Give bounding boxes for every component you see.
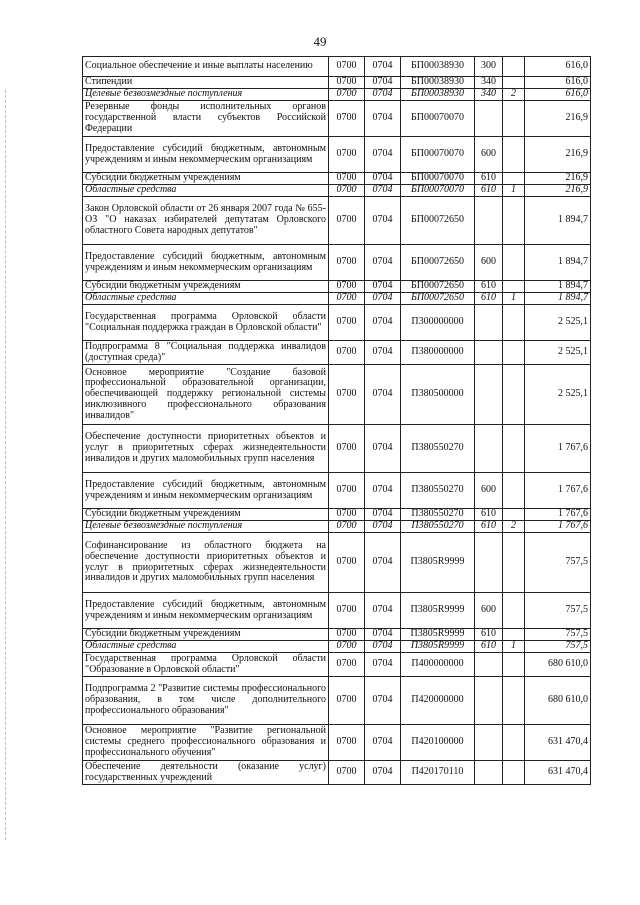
cell-amount: 216,9 <box>525 101 591 137</box>
cell-amount: 1 767,6 <box>525 473 591 509</box>
cell-name: Субсидии бюджетным учреждениям <box>83 509 329 521</box>
cell-target-article: БП00038930 <box>401 89 475 101</box>
cell-section: 0700 <box>329 725 365 761</box>
cell-name: Стипендии <box>83 77 329 89</box>
cell-name: Целевые безвозмездные поступления <box>83 521 329 533</box>
cell-funding-source <box>503 137 525 173</box>
cell-section: 0700 <box>329 533 365 593</box>
cell-subsection: 0704 <box>365 425 401 473</box>
cell-target-article: П3805R9999 <box>401 629 475 641</box>
cell-name: Областные средства <box>83 185 329 197</box>
cell-target-article: П3805R9999 <box>401 593 475 629</box>
cell-target-article: П3805R9999 <box>401 533 475 593</box>
cell-expense-type: 610 <box>475 185 503 197</box>
cell-expense-type: 340 <box>475 89 503 101</box>
cell-expense-type: 600 <box>475 245 503 281</box>
cell-target-article: БП00072650 <box>401 197 475 245</box>
cell-section: 0700 <box>329 57 365 77</box>
cell-funding-source <box>503 77 525 89</box>
table-row <box>83 365 591 425</box>
cell-name: Основное мероприятие "Создание базовой профессиональной образовательной организации, обеспечивающей поддержку региональной системы инклюзивного профессионального образования инвалидов" <box>83 365 329 425</box>
cell-section: 0700 <box>329 473 365 509</box>
cell-amount: 680 610,0 <box>525 677 591 725</box>
cell-subsection: 0704 <box>365 281 401 293</box>
cell-target-article: БП00072650 <box>401 245 475 281</box>
cell-funding-source <box>503 305 525 341</box>
table-row <box>83 473 591 509</box>
table-row <box>83 197 591 245</box>
cell-expense-type: 610 <box>475 173 503 185</box>
cell-target-article: П420100000 <box>401 725 475 761</box>
cell-name: Софинансирование из областного бюджета на обеспечение доступности приоритетных объектов и услуг в приоритетных сферах жизнедеятельности инвалидов и других маломобильных групп населения <box>83 533 329 593</box>
cell-name: Основное мероприятие "Развитие региональной системы среднего профессионального образования и профессионального обучения" <box>83 725 329 761</box>
cell-name: Социальное обеспечение и иные выплаты населению <box>83 57 329 77</box>
page-number: 49 <box>313 34 327 49</box>
table-row <box>83 89 591 101</box>
cell-amount: 757,5 <box>525 641 591 653</box>
cell-expense-type <box>475 101 503 137</box>
cell-amount: 216,9 <box>525 173 591 185</box>
cell-amount: 216,9 <box>525 137 591 173</box>
cell-subsection: 0704 <box>365 629 401 641</box>
cell-target-article: П400000000 <box>401 653 475 677</box>
binding-margin-line <box>5 90 6 840</box>
cell-section: 0700 <box>329 305 365 341</box>
cell-target-article: П380550270 <box>401 509 475 521</box>
cell-section: 0700 <box>329 197 365 245</box>
table-row <box>83 521 591 533</box>
cell-subsection: 0704 <box>365 653 401 677</box>
cell-funding-source <box>503 245 525 281</box>
cell-amount: 631 470,4 <box>525 761 591 785</box>
cell-name: Государственная программа Орловской области "Социальная поддержка граждан в Орловской области" <box>83 305 329 341</box>
cell-subsection: 0704 <box>365 473 401 509</box>
cell-name: Предоставление субсидий бюджетным, автономным учреждениям и иным некоммерческим организациям <box>83 473 329 509</box>
cell-expense-type: 610 <box>475 293 503 305</box>
cell-amount: 616,0 <box>525 89 591 101</box>
cell-funding-source <box>503 341 525 365</box>
cell-section: 0700 <box>329 293 365 305</box>
cell-funding-source: 2 <box>503 521 525 533</box>
cell-name: Подпрограмма 8 "Социальная поддержка инвалидов (доступная среда)" <box>83 341 329 365</box>
cell-target-article: БП00038930 <box>401 77 475 89</box>
cell-target-article: П3805R9999 <box>401 641 475 653</box>
cell-section: 0700 <box>329 89 365 101</box>
cell-funding-source <box>503 365 525 425</box>
cell-section: 0700 <box>329 677 365 725</box>
table-row <box>83 341 591 365</box>
cell-subsection: 0704 <box>365 293 401 305</box>
cell-expense-type: 610 <box>475 521 503 533</box>
cell-expense-type <box>475 677 503 725</box>
cell-target-article: БП00070070 <box>401 173 475 185</box>
cell-amount: 2 525,1 <box>525 341 591 365</box>
cell-funding-source <box>503 653 525 677</box>
table-row <box>83 185 591 197</box>
cell-amount: 1 767,6 <box>525 509 591 521</box>
cell-expense-type: 600 <box>475 593 503 629</box>
cell-funding-source <box>503 425 525 473</box>
table-row <box>83 281 591 293</box>
cell-name: Целевые безвозмездные поступления <box>83 89 329 101</box>
cell-amount: 2 525,1 <box>525 305 591 341</box>
table-row <box>83 725 591 761</box>
cell-target-article: П300000000 <box>401 305 475 341</box>
cell-subsection: 0704 <box>365 77 401 89</box>
cell-expense-type: 600 <box>475 137 503 173</box>
table-row <box>83 425 591 473</box>
cell-expense-type: 610 <box>475 641 503 653</box>
cell-funding-source <box>503 281 525 293</box>
cell-section: 0700 <box>329 341 365 365</box>
table-row <box>83 761 591 785</box>
cell-expense-type: 610 <box>475 509 503 521</box>
cell-target-article: БП00038930 <box>401 57 475 77</box>
cell-name: Субсидии бюджетным учреждениям <box>83 281 329 293</box>
cell-subsection: 0704 <box>365 509 401 521</box>
cell-section: 0700 <box>329 173 365 185</box>
cell-funding-source: 1 <box>503 185 525 197</box>
cell-expense-type <box>475 425 503 473</box>
cell-name: Областные средства <box>83 293 329 305</box>
cell-target-article: П380000000 <box>401 341 475 365</box>
table-row <box>83 653 591 677</box>
cell-subsection: 0704 <box>365 341 401 365</box>
cell-amount: 757,5 <box>525 533 591 593</box>
cell-section: 0700 <box>329 425 365 473</box>
cell-section: 0700 <box>329 281 365 293</box>
cell-section: 0700 <box>329 245 365 281</box>
cell-funding-source <box>503 57 525 77</box>
cell-amount: 1 767,6 <box>525 425 591 473</box>
cell-name: Государственная программа Орловской области "Образование в Орловской области" <box>83 653 329 677</box>
cell-amount: 1 767,6 <box>525 521 591 533</box>
cell-funding-source <box>503 533 525 593</box>
cell-target-article: П380550270 <box>401 521 475 533</box>
cell-funding-source: 1 <box>503 293 525 305</box>
cell-target-article: П420000000 <box>401 677 475 725</box>
cell-amount: 1 894,7 <box>525 245 591 281</box>
cell-section: 0700 <box>329 761 365 785</box>
cell-expense-type: 340 <box>475 77 503 89</box>
cell-subsection: 0704 <box>365 305 401 341</box>
table-row <box>83 101 591 137</box>
budget-table <box>82 56 591 785</box>
cell-expense-type <box>475 197 503 245</box>
cell-subsection: 0704 <box>365 185 401 197</box>
cell-funding-source <box>503 197 525 245</box>
cell-amount: 616,0 <box>525 77 591 89</box>
cell-name: Субсидии бюджетным учреждениям <box>83 629 329 641</box>
cell-subsection: 0704 <box>365 173 401 185</box>
cell-name: Обеспечение деятельности (оказание услуг) государственных учреждений <box>83 761 329 785</box>
table-row <box>83 677 591 725</box>
cell-target-article: П380500000 <box>401 365 475 425</box>
cell-funding-source <box>503 593 525 629</box>
cell-section: 0700 <box>329 641 365 653</box>
cell-funding-source: 1 <box>503 641 525 653</box>
cell-section: 0700 <box>329 629 365 641</box>
table-row <box>83 137 591 173</box>
cell-funding-source: 2 <box>503 89 525 101</box>
cell-subsection: 0704 <box>365 641 401 653</box>
cell-name: Предоставление субсидий бюджетным, автономным учреждениям и иным некоммерческим организациям <box>83 593 329 629</box>
cell-target-article: П380550270 <box>401 473 475 509</box>
cell-expense-type <box>475 725 503 761</box>
cell-expense-type <box>475 761 503 785</box>
cell-subsection: 0704 <box>365 365 401 425</box>
cell-subsection: 0704 <box>365 521 401 533</box>
table-row <box>83 641 591 653</box>
cell-amount: 1 894,7 <box>525 281 591 293</box>
cell-name: Обеспечение доступности приоритетных объектов и услуг в приоритетных сферах жизнедеятельности инвалидов и других маломобильных групп населения <box>83 425 329 473</box>
cell-subsection: 0704 <box>365 137 401 173</box>
cell-name: Предоставление субсидий бюджетным, автономным учреждениям и иным некоммерческим организациям <box>83 137 329 173</box>
cell-subsection: 0704 <box>365 725 401 761</box>
cell-expense-type: 300 <box>475 57 503 77</box>
cell-target-article: БП00072650 <box>401 293 475 305</box>
cell-section: 0700 <box>329 185 365 197</box>
cell-target-article: БП00072650 <box>401 281 475 293</box>
cell-amount: 216,9 <box>525 185 591 197</box>
cell-name: Субсидии бюджетным учреждениям <box>83 173 329 185</box>
table-row <box>83 629 591 641</box>
cell-section: 0700 <box>329 77 365 89</box>
cell-funding-source <box>503 473 525 509</box>
cell-target-article: П380550270 <box>401 425 475 473</box>
cell-subsection: 0704 <box>365 245 401 281</box>
cell-expense-type <box>475 365 503 425</box>
cell-amount: 616,0 <box>525 57 591 77</box>
table-row <box>83 173 591 185</box>
cell-funding-source <box>503 173 525 185</box>
cell-target-article: БП00070070 <box>401 137 475 173</box>
cell-amount: 757,5 <box>525 593 591 629</box>
cell-funding-source <box>503 101 525 137</box>
cell-expense-type <box>475 341 503 365</box>
cell-expense-type: 610 <box>475 281 503 293</box>
cell-section: 0700 <box>329 101 365 137</box>
cell-name: Подпрограмма 2 "Развитие системы профессионального образования, в том числе дополнительного профессионального образования" <box>83 677 329 725</box>
cell-expense-type <box>475 533 503 593</box>
cell-subsection: 0704 <box>365 197 401 245</box>
cell-expense-type: 600 <box>475 473 503 509</box>
cell-expense-type <box>475 653 503 677</box>
cell-amount: 1 894,7 <box>525 197 591 245</box>
table-row <box>83 305 591 341</box>
cell-section: 0700 <box>329 509 365 521</box>
cell-subsection: 0704 <box>365 101 401 137</box>
cell-funding-source <box>503 677 525 725</box>
cell-amount: 631 470,4 <box>525 725 591 761</box>
cell-expense-type: 610 <box>475 629 503 641</box>
table-row <box>83 57 591 77</box>
cell-target-article: БП00070070 <box>401 101 475 137</box>
cell-target-article: П420170110 <box>401 761 475 785</box>
cell-subsection: 0704 <box>365 761 401 785</box>
cell-name: Закон Орловской области от 26 января 2007 года № 655-ОЗ "О наказах избирателей депутатам Орловского областного Совета народных депутатов" <box>83 197 329 245</box>
cell-subsection: 0704 <box>365 89 401 101</box>
table-row <box>83 293 591 305</box>
cell-name: Областные средства <box>83 641 329 653</box>
cell-funding-source <box>503 725 525 761</box>
cell-amount: 2 525,1 <box>525 365 591 425</box>
cell-section: 0700 <box>329 521 365 533</box>
cell-funding-source <box>503 761 525 785</box>
cell-amount: 757,5 <box>525 629 591 641</box>
cell-section: 0700 <box>329 365 365 425</box>
cell-section: 0700 <box>329 653 365 677</box>
cell-name: Резервные фонды исполнительных органов государственной власти субъектов Российской Федерации <box>83 101 329 137</box>
cell-subsection: 0704 <box>365 57 401 77</box>
cell-target-article: БП00070070 <box>401 185 475 197</box>
cell-name: Предоставление субсидий бюджетным, автономным учреждениям и иным некоммерческим организациям <box>83 245 329 281</box>
cell-subsection: 0704 <box>365 533 401 593</box>
cell-amount: 1 894,7 <box>525 293 591 305</box>
cell-expense-type <box>475 305 503 341</box>
table-row <box>83 509 591 521</box>
cell-subsection: 0704 <box>365 593 401 629</box>
cell-funding-source <box>503 509 525 521</box>
table-row <box>83 77 591 89</box>
cell-amount: 680 610,0 <box>525 653 591 677</box>
table-row <box>83 593 591 629</box>
cell-funding-source <box>503 629 525 641</box>
cell-section: 0700 <box>329 137 365 173</box>
table-row <box>83 245 591 281</box>
cell-section: 0700 <box>329 593 365 629</box>
table-row <box>83 533 591 593</box>
cell-subsection: 0704 <box>365 677 401 725</box>
